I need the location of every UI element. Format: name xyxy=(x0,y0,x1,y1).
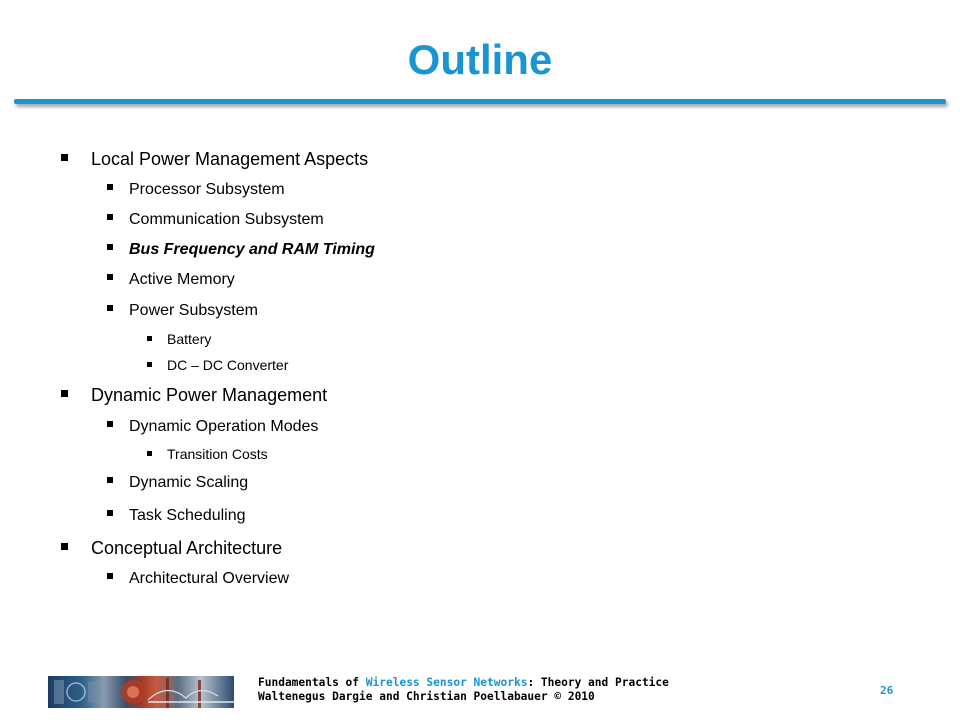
footer-banner-image xyxy=(48,676,234,708)
outline-item-text: Architectural Overview xyxy=(129,570,290,587)
outline-item xyxy=(61,384,327,406)
outline-item-text: Battery xyxy=(167,331,212,347)
outline-item xyxy=(107,240,375,260)
slide-title: Outline xyxy=(407,36,553,83)
outline-item xyxy=(107,473,248,493)
outline-item-text: Local Power Management Aspects xyxy=(91,149,369,169)
square-bullet-icon xyxy=(107,274,113,280)
square-bullet-icon xyxy=(61,543,68,550)
footer-line1-accent: Wireless Sensor Networks xyxy=(365,676,528,689)
outline-item-text: Active Memory xyxy=(129,271,235,288)
square-bullet-icon xyxy=(107,510,113,516)
outline-item-text: Bus Frequency and RAM Timing xyxy=(129,241,375,258)
outline-item xyxy=(107,180,285,200)
outline-item-text: Processor Subsystem xyxy=(129,181,285,198)
outline-item xyxy=(147,330,211,348)
footer-line2: Waltenegus Dargie and Christian Poellabauer © 2010 xyxy=(258,690,595,703)
square-bullet-icon xyxy=(107,421,113,427)
outline-item-text: Transition Costs xyxy=(167,446,268,462)
outline-item xyxy=(107,270,235,290)
square-bullet-icon xyxy=(107,573,113,579)
footer-line1-prefix: Fundamentals of xyxy=(258,676,366,689)
title-underline xyxy=(14,99,946,104)
outline-item xyxy=(107,506,246,526)
square-bullet-icon xyxy=(107,184,113,190)
square-bullet-icon xyxy=(147,451,152,456)
outline-item xyxy=(147,445,268,463)
square-bullet-icon xyxy=(61,154,68,161)
square-bullet-icon xyxy=(147,362,152,367)
footer-citation xyxy=(258,676,669,704)
outline-item xyxy=(107,301,258,321)
square-bullet-icon xyxy=(147,336,152,341)
outline-item-text: Dynamic Scaling xyxy=(129,474,249,491)
outline-item-text: Dynamic Power Management xyxy=(91,385,328,405)
square-bullet-icon xyxy=(107,305,113,311)
outline-item-text: Conceptual Architecture xyxy=(91,538,283,558)
square-bullet-icon xyxy=(107,477,113,483)
outline-item-text: Dynamic Operation Modes xyxy=(129,418,319,435)
outline-item xyxy=(107,417,318,437)
square-bullet-icon xyxy=(61,390,68,397)
outline-item-text: Power Subsystem xyxy=(129,302,258,319)
outline-item xyxy=(107,210,324,230)
outline-item xyxy=(61,148,368,170)
footer-line1-suffix: : Theory and Practice xyxy=(527,676,669,689)
square-bullet-icon xyxy=(107,244,113,250)
square-bullet-icon xyxy=(107,214,113,220)
outline-item-text: Task Scheduling xyxy=(129,507,246,524)
outline-item xyxy=(107,569,289,589)
outline-item xyxy=(147,356,288,374)
outline-item-text: DC – DC Converter xyxy=(167,357,289,373)
outline-item xyxy=(61,537,282,559)
bridge-collage-icon xyxy=(48,676,234,708)
page-number: 26 xyxy=(880,684,894,697)
outline-item-text: Communication Subsystem xyxy=(129,211,324,228)
